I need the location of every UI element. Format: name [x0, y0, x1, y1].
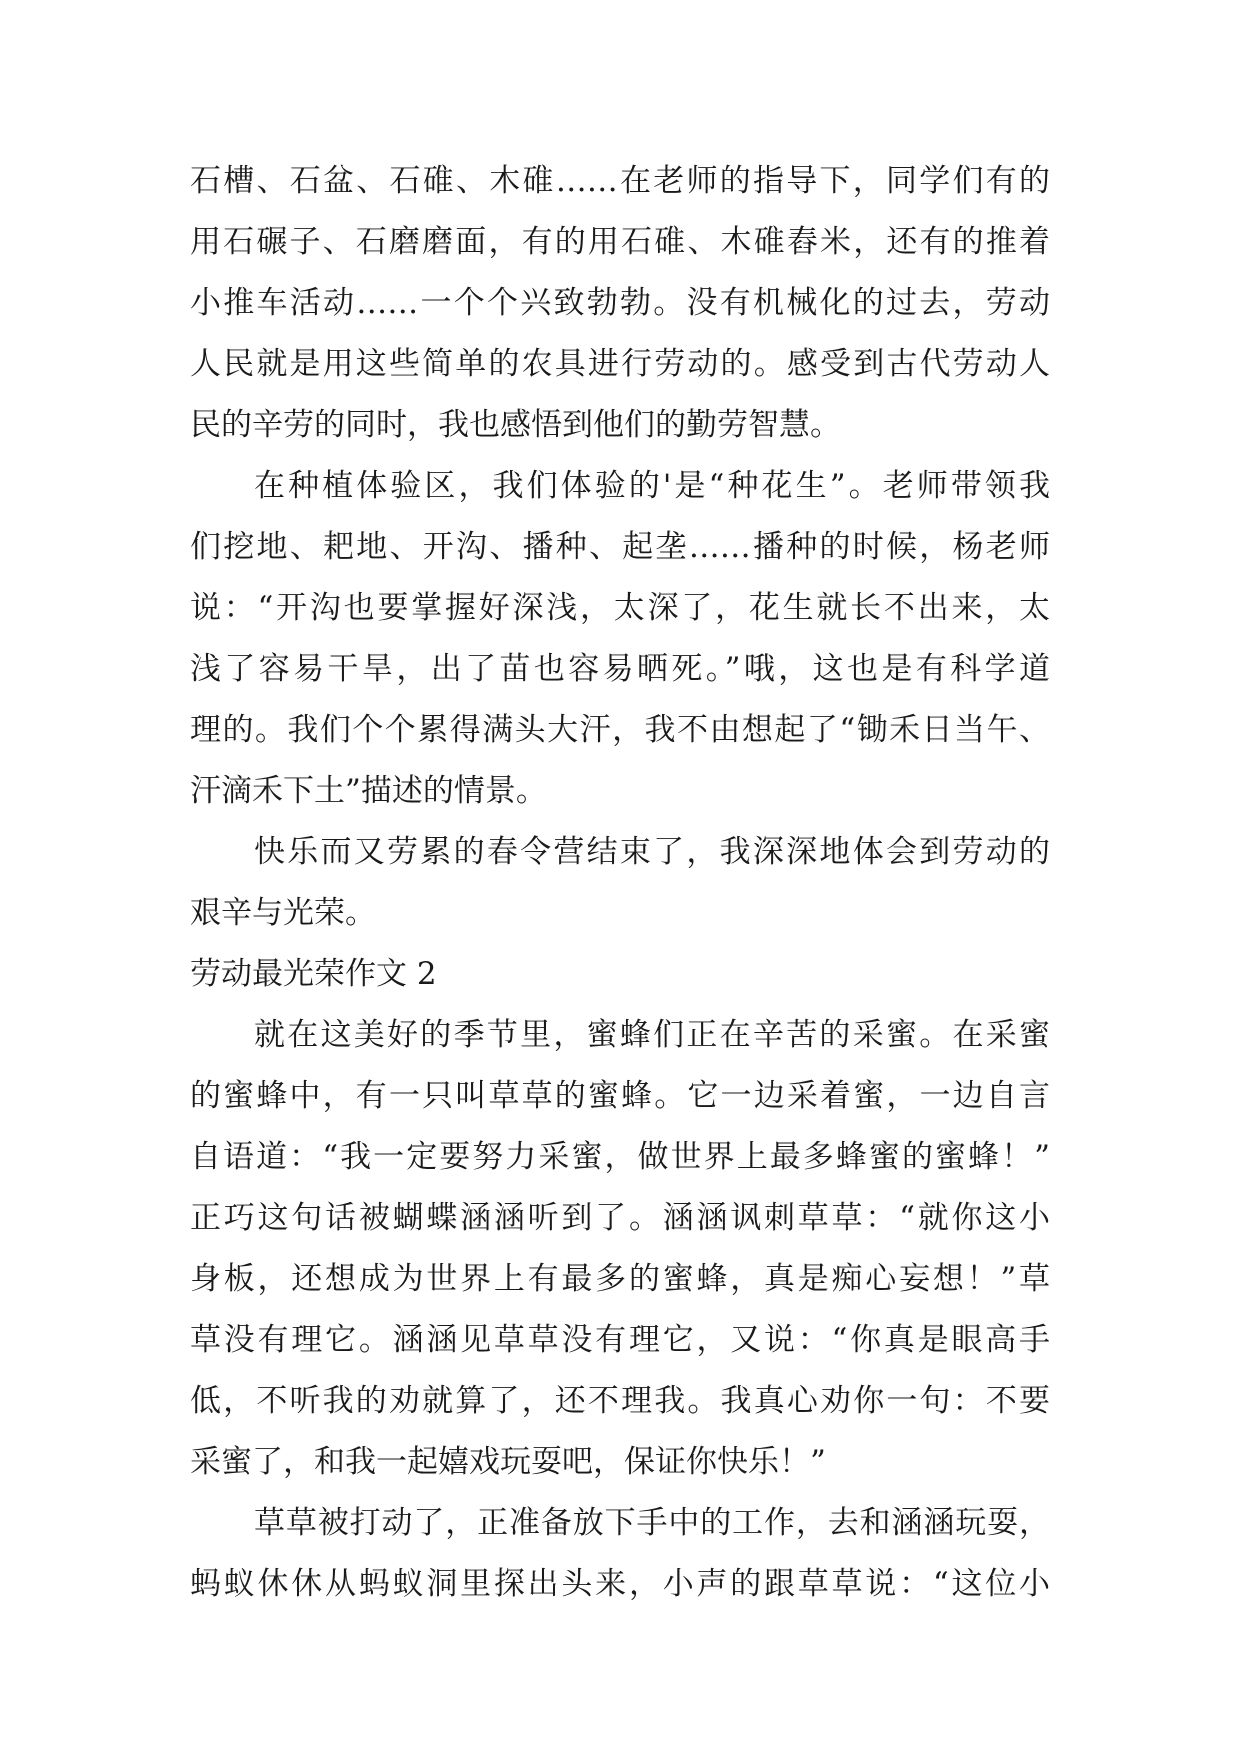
text-line: 艰辛与光荣。 — [190, 895, 376, 931]
text-line: 正巧这句话被蝴蝶涵涵听到了。涵涵讽刺草草：“就你这小 — [190, 1200, 1050, 1236]
text-line: 的蜜蜂中，有一只叫草草的蜜蜂。它一边采着蜜，一边自言 — [190, 1078, 1050, 1114]
text-line: 理的。我们个个累得满头大汗，我不由想起了“锄禾日当午、 — [190, 712, 1050, 748]
text-line: 自语道：“我一定要努力采蜜，做世界上最多蜂蜜的蜜蜂！” — [190, 1139, 1050, 1175]
text-line: 在种植体验区，我们体验的'是“种花生”。老师带领我 — [254, 468, 1050, 504]
paragraph — [190, 1005, 1050, 1493]
text-line: 说：“开沟也要掌握好深浅，太深了，花生就长不出来，太 — [190, 590, 1050, 626]
text-line: 用石碾子、石磨磨面，有的用石碓、木碓舂米，还有的推着 — [190, 224, 1050, 260]
text-line: 石槽、石盆、石碓、木碓……在老师的指导下，同学们有的 — [190, 163, 1050, 199]
text-line: 人民就是用这些简单的农具进行劳动的。感受到古代劳动人 — [190, 346, 1050, 382]
text-line: 低，不听我的劝就算了，还不理我。我真心劝你一句：不要 — [190, 1383, 1050, 1419]
text-line: 民的辛劳的同时，我也感悟到他们的勤劳智慧。 — [190, 407, 841, 443]
paragraph — [190, 456, 1050, 822]
paragraph — [190, 822, 1050, 944]
text-line: 草没有理它。涵涵见草草没有理它，又说：“你真是眼高手 — [190, 1322, 1050, 1358]
text-line: 蚂蚁休休从蚂蚁洞里探出头来，小声的跟草草说：“这位小 — [190, 1566, 1050, 1602]
text-line: 浅了容易干旱，出了苗也容易晒死。”哦，这也是有科学道 — [190, 651, 1050, 687]
paragraph — [190, 1493, 1050, 1615]
text-line: 汗滴禾下土”描述的情景。 — [190, 773, 547, 809]
text-line: 身板，还想成为世界上有最多的蜜蜂，真是痴心妄想！”草 — [190, 1261, 1050, 1297]
section-title: 劳动最光荣作文 2 — [190, 956, 437, 992]
text-line: 们挖地、耙地、开沟、播种、起垄……播种的时候，杨老师 — [190, 529, 1050, 565]
text-line: 就在这美好的季节里，蜜蜂们正在辛苦的采蜜。在采蜜 — [254, 1017, 1050, 1053]
document-body — [190, 151, 1050, 1615]
text-line: 小推车活动……一个个兴致勃勃。没有机械化的过去，劳动 — [190, 285, 1050, 321]
paragraph — [190, 151, 1050, 456]
text-line: 采蜜了，和我一起嬉戏玩耍吧，保证你快乐！” — [190, 1444, 826, 1480]
text-line: 快乐而又劳累的春令营结束了，我深深地体会到劳动的 — [254, 834, 1050, 870]
text-line: 草草被打动了，正准备放下手中的工作，去和涵涵玩耍， — [254, 1505, 1050, 1541]
